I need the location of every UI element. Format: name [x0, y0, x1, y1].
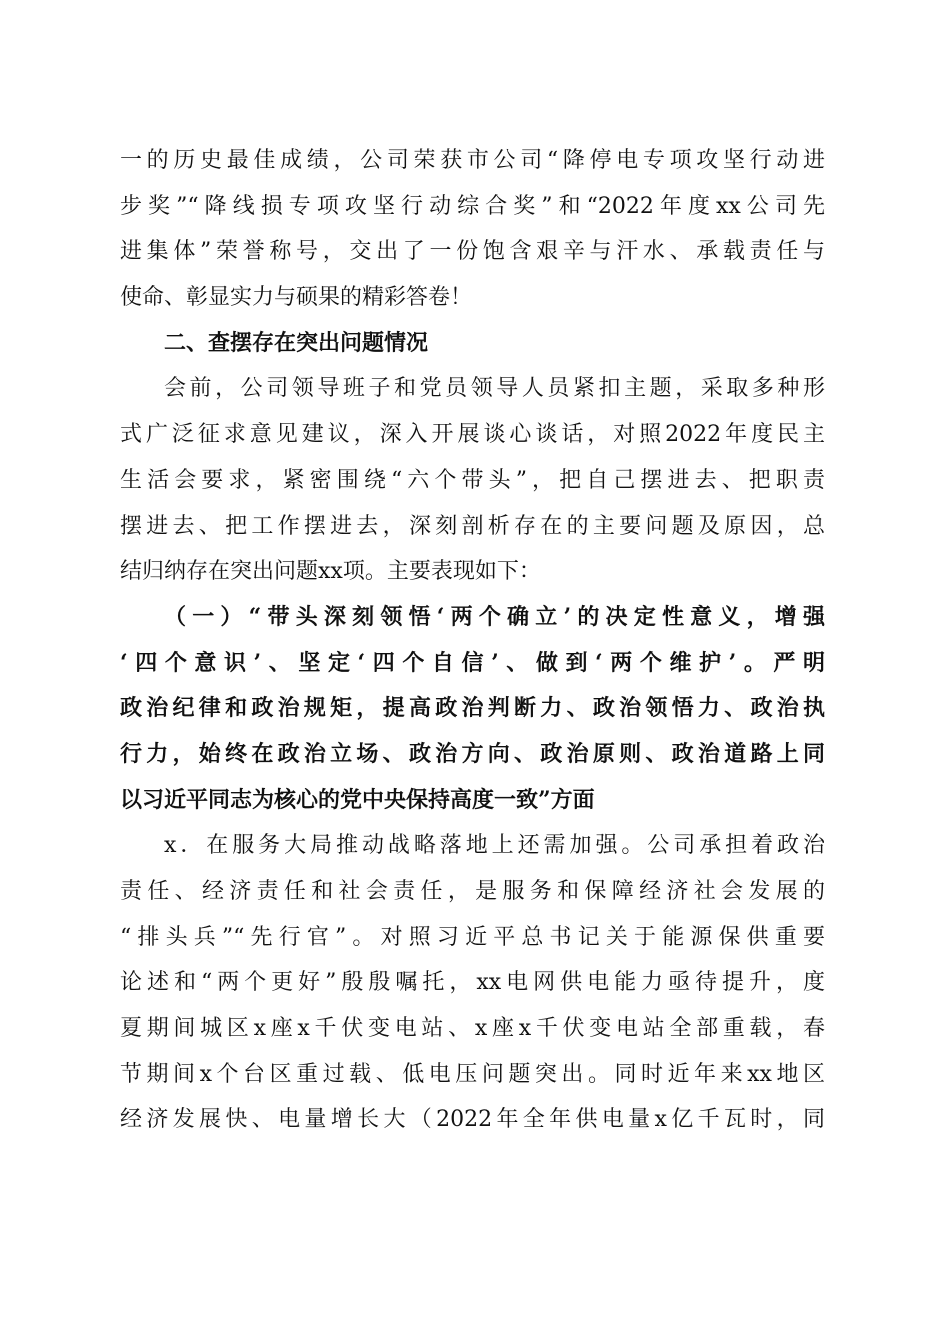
text-line: ‘四个意识’、坚定‘四个自信’、做到‘两个维护’。严明	[120, 649, 825, 676]
text-line: 节期间x个台区重过载、低电压问题突出。同时近年来xx地区	[120, 1061, 825, 1087]
text-line: 结归纳存在突出问题xx项。主要表现如下：	[120, 559, 541, 585]
text-line: 式广泛征求意见建议，深入开展谈心谈话，对照2022年度民主	[120, 422, 825, 448]
text-line: 会前，公司领导班子和党员领导人员紧扣主题，采取多种形	[164, 376, 825, 402]
document-body	[120, 138, 825, 1143]
text-line: 步奖”“降线损专项攻坚行动综合奖”和“2022年度xx公司先	[120, 193, 825, 219]
section-heading: 二、查摆存在突出问题情况	[164, 330, 429, 356]
text-line: 行力，始终在政治立场、政治方向、政治原则、政治道路上同	[120, 740, 825, 767]
text-line: （一）“带头深刻领悟‘两个确立’的决定性意义，增强	[164, 603, 825, 630]
text-line: 使命、彰显实力与硕果的精彩答卷！	[120, 285, 473, 311]
text-line: 政治纪律和政治规矩，提高政治判断力、政治领悟力、政治执	[120, 695, 825, 722]
text-line: x．在服务大局推动战略落地上还需加强。公司承担着政治	[164, 833, 825, 859]
paragraph-achievements	[120, 138, 825, 321]
text-line: 生活会要求，紧密围绕“六个带头”，把自己摆进去、把职责	[120, 467, 825, 493]
text-line: 以习近平同志为核心的党中央保持高度一致”方面	[120, 786, 595, 813]
text-line: 一的历史最佳成绩，公司荣获市公司“降停电专项攻坚行动进	[120, 148, 825, 173]
text-line: 摆进去、把工作摆进去，深刻剖析存在的主要问题及原因，总	[120, 513, 825, 539]
paragraph-overview	[120, 366, 825, 594]
text-line: “排头兵”“先行官”。对照习近平总书记关于能源保供重要	[120, 924, 825, 950]
text-line: 责任、经济责任和社会责任，是服务和保障经济社会发展的	[120, 879, 825, 904]
text-line: 论述和“两个更好”殷殷嘱托，xx电网供电能力亟待提升，度	[120, 970, 825, 996]
text-line: 经济发展快、电量增长大（2022年全年供电量x亿千瓦时，同	[120, 1107, 825, 1133]
paragraph-issue-detail	[120, 823, 825, 1143]
subsection-heading	[120, 595, 825, 823]
text-line: 进集体”荣誉称号，交出了一份饱含艰辛与汗水、承载责任与	[120, 239, 825, 265]
text-line: 夏期间城区x座x千伏变电站、x座x千伏变电站全部重载，春	[120, 1016, 825, 1042]
